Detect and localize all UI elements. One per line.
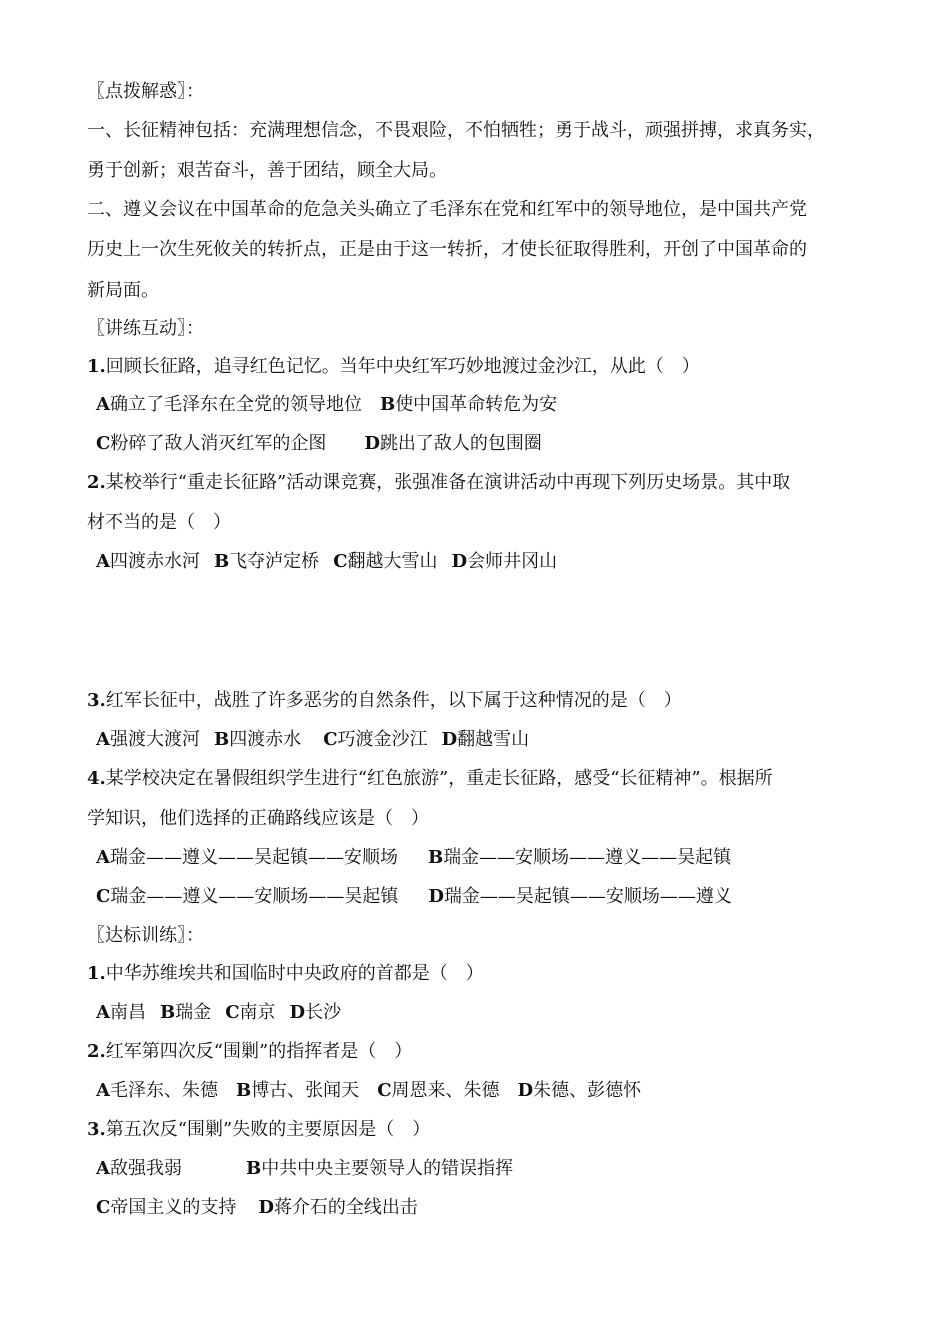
option-row xyxy=(96,551,886,573)
option-key: C xyxy=(96,433,111,454)
section-heading-practice: 〖讲练互动〗： xyxy=(87,318,204,339)
option-key: D xyxy=(517,1080,534,1101)
option-key: C xyxy=(333,551,348,572)
option-text: 粉碎了敌人消灭红军的企图 xyxy=(110,433,327,454)
paragraph-2-line-1: 二、遵义会议在中国革命的危急关头确立了毛泽东在党和红军中的领导地位，是中国共产党 xyxy=(87,199,807,220)
option-key: A xyxy=(96,847,110,868)
question-stem xyxy=(87,1119,877,1141)
option-key: A xyxy=(96,394,110,415)
question-stem xyxy=(87,768,877,790)
option-text: 蒋介石的全线出击 xyxy=(273,1197,418,1218)
question-stem xyxy=(87,472,877,494)
option-key: B xyxy=(427,847,444,868)
option-row xyxy=(96,1080,886,1102)
option-text: 周恩来、朱德 xyxy=(391,1080,500,1101)
question-text: 红军长征中，战胜了许多恶劣的自然条件，以下属于这种情况的是（ ） xyxy=(105,690,682,711)
option-text: 瑞金——安顺场——遵义——吴起镇 xyxy=(443,847,732,868)
option-row xyxy=(96,394,886,416)
option-key: A xyxy=(96,1080,110,1101)
option-text: 使中国革命转危为安 xyxy=(395,394,558,415)
paragraph-2-line-3: 新局面。 xyxy=(87,280,159,301)
question-text: 某学校决定在暑假组织学生进行“红色旅游”，重走长征路，感受“长征精神”。根据所 xyxy=(105,768,773,789)
option-key: C xyxy=(225,1002,240,1023)
option-key: A xyxy=(96,1158,110,1179)
option-row xyxy=(96,1002,886,1024)
option-row xyxy=(96,847,886,869)
option-row xyxy=(96,729,886,751)
option-text: 确立了毛泽东在全党的领导地位 xyxy=(109,394,362,415)
option-text: 瑞金——遵义——安顺场——吴起镇 xyxy=(110,886,399,907)
question-number: 1. xyxy=(87,963,106,984)
question-text: 红军第四次反“围剿”的指挥者是（ ） xyxy=(105,1041,413,1062)
option-text: 翻越雪山 xyxy=(457,729,530,750)
option-text: 朱德、彭德怀 xyxy=(533,1080,642,1101)
section-heading-tips: 〖点拨解惑〗： xyxy=(87,81,204,102)
option-text: 跳出了敌人的包围圈 xyxy=(379,433,542,454)
option-key: C xyxy=(377,1080,392,1101)
option-row xyxy=(96,886,886,908)
question-text: 第五次反“围剿”失败的主要原因是（ ） xyxy=(105,1119,431,1140)
question-text: 中华苏维埃共和国临时中央政府的首都是（ ） xyxy=(105,963,484,984)
paragraph-1-line-1: 一、长征精神包括：充满理想信念，不畏艰险，不怕牺牲；勇于战斗，顽强拼搏，求真务实， xyxy=(87,120,825,141)
question-text: 回顾长征路，追寻红色记忆。当年中央红军巧妙地渡过金沙江，从此（ ） xyxy=(105,356,700,377)
option-text: 敌强我弱 xyxy=(109,1158,182,1179)
option-text: 帝国主义的支持 xyxy=(110,1197,237,1218)
option-text: 瑞金——吴起镇——安顺场——遵义 xyxy=(443,886,732,907)
option-key: C xyxy=(323,729,338,750)
option-key: B xyxy=(235,1080,252,1101)
question-stem-continued: 学知识，他们选择的正确路线应该是（ ） xyxy=(87,808,429,829)
option-row xyxy=(96,1197,886,1219)
question-stem xyxy=(87,963,877,985)
option-key: A xyxy=(96,551,110,572)
paragraph-1-line-2: 勇于创新；艰苦奋斗，善于团结，顾全大局。 xyxy=(87,160,447,181)
option-text: 翻越大雪山 xyxy=(347,551,438,572)
option-key: D xyxy=(428,886,444,907)
option-key: B xyxy=(213,729,230,750)
option-key: D xyxy=(441,729,458,750)
option-key: D xyxy=(451,551,468,572)
option-text: 飞夺泸定桥 xyxy=(229,551,320,572)
option-text: 巧渡金沙江 xyxy=(337,729,428,750)
option-text: 博古、张闻天 xyxy=(251,1080,360,1101)
option-row xyxy=(96,433,886,455)
option-key: B xyxy=(245,1158,262,1179)
option-text: 毛泽东、朱德 xyxy=(109,1080,218,1101)
option-key: D xyxy=(258,1197,274,1218)
option-text: 南京 xyxy=(239,1002,276,1023)
question-number: 2. xyxy=(87,1041,106,1062)
option-text: 会师井冈山 xyxy=(467,551,558,572)
paragraph-2-line-2: 历史上一次生死攸关的转折点，正是由于这一转折，才使长征取得胜利，开创了中国革命的 xyxy=(87,239,807,260)
option-key: B xyxy=(213,551,230,572)
option-text: 四渡赤水 xyxy=(229,729,302,750)
option-key: C xyxy=(96,886,111,907)
option-text: 中共中央主要领导人的错误指挥 xyxy=(261,1158,514,1179)
section-heading-training: 〖达标训练〗： xyxy=(87,925,204,946)
option-text: 四渡赤水河 xyxy=(109,551,200,572)
option-key: A xyxy=(96,729,110,750)
question-stem xyxy=(87,356,877,378)
option-text: 南昌 xyxy=(109,1002,146,1023)
option-text: 长沙 xyxy=(305,1002,342,1023)
question-number: 4. xyxy=(87,768,106,789)
question-number: 1. xyxy=(87,356,106,377)
option-key: B xyxy=(379,394,396,415)
question-stem xyxy=(87,690,877,712)
option-row xyxy=(96,1158,886,1180)
option-text: 瑞金 xyxy=(175,1002,212,1023)
question-stem-continued: 材不当的是（ ） xyxy=(87,512,231,533)
option-key: D xyxy=(289,1002,306,1023)
question-number: 2. xyxy=(87,472,106,493)
option-key: B xyxy=(159,1002,176,1023)
question-stem xyxy=(87,1041,877,1063)
question-number: 3. xyxy=(87,690,106,711)
question-text: 某校举行“重走长征路”活动课竞赛，张强准备在演讲活动中再现下列历史场景。其中取 xyxy=(105,472,791,493)
option-text: 强渡大渡河 xyxy=(109,729,200,750)
option-key: C xyxy=(96,1197,111,1218)
option-key: D xyxy=(364,433,380,454)
question-number: 3. xyxy=(87,1119,106,1140)
option-text: 瑞金——遵义——吴起镇——安顺场 xyxy=(109,847,398,868)
option-key: A xyxy=(96,1002,110,1023)
